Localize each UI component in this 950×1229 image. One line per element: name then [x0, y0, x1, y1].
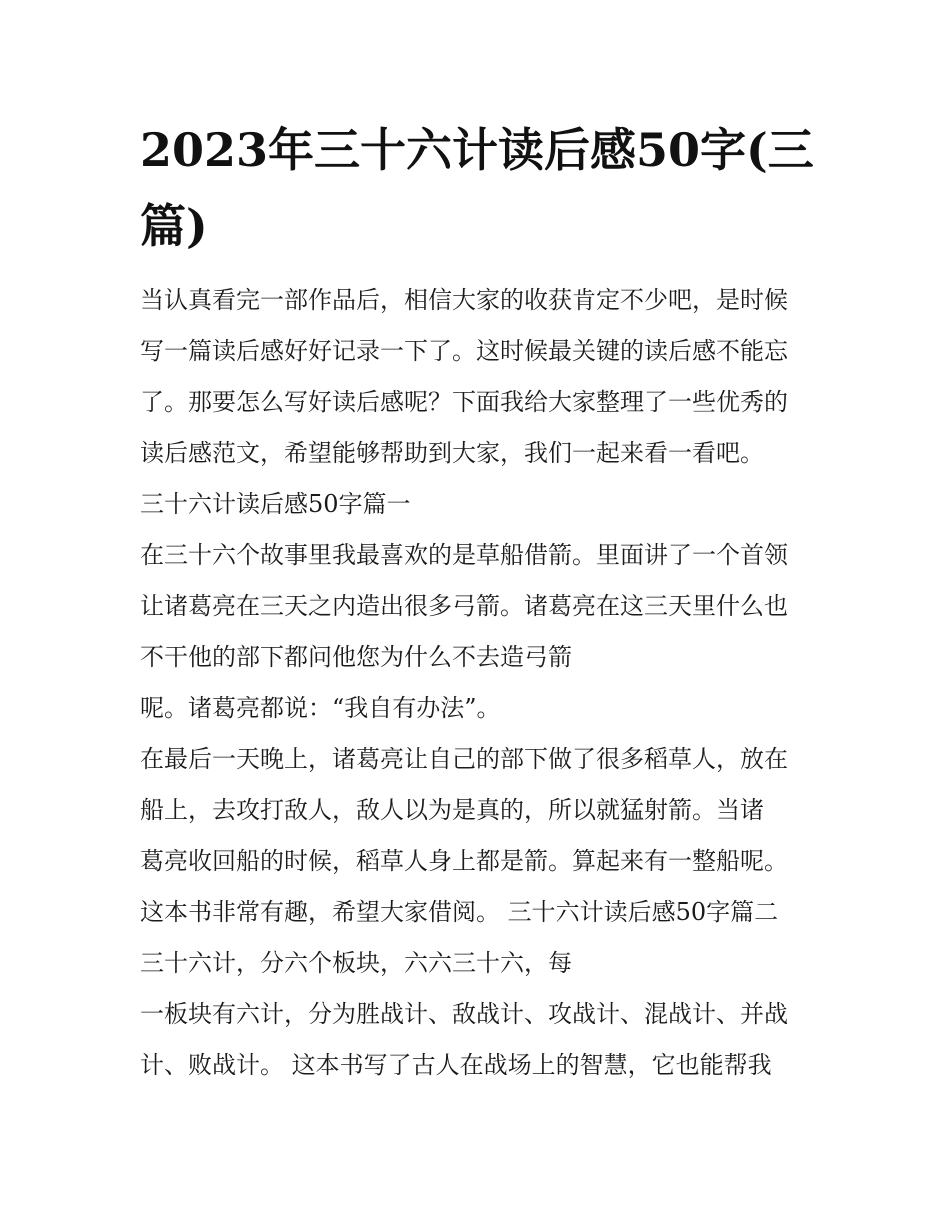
document-title: 2023年三十六计读后感50字(三篇): [140, 123, 814, 253]
text-line: 一板块有六计，分为胜战计、敌战计、攻战计、混战计、并战: [140, 1000, 788, 1028]
text-line: 呢。诸葛亮都说：“我自有办法”。: [140, 694, 501, 722]
text-line: 船上，去攻打敌人，敌人以为是真的，所以就猛射箭。当诸: [140, 796, 764, 824]
text-line: 在最后一天晚上，诸葛亮让自己的部下做了很多稻草人，放在: [140, 745, 788, 773]
text-line: 计、败战计。 这本书写了古人在战场上的智慧，它也能帮我: [140, 1051, 772, 1079]
text-line: 写一篇读后感好好记录一下了。这时候最关键的读后感不能忘: [140, 337, 788, 365]
text-line: 不干他的部下都问他您为什么不去造弓箭: [140, 643, 572, 671]
text-line: 葛亮收回船的时候，稻草人身上都是箭。算起来有一整船呢。: [140, 847, 788, 875]
text-line: 让诸葛亮在三天之内造出很多弓箭。诸葛亮在这三天里什么也: [140, 592, 788, 620]
text-line: 当认真看完一部作品后，相信大家的收获肯定不少吧，是时候: [140, 286, 788, 314]
text-line: 了。那要怎么写好读后感呢？下面我给大家整理了一些优秀的: [140, 388, 788, 416]
text-line: 在三十六个故事里我最喜欢的是草船借箭。里面讲了一个首领: [140, 541, 788, 569]
text-line: 这本书非常有趣，希望大家借阅。 三十六计读后感50字篇二: [140, 898, 779, 926]
text-line: 三十六计，分六个板块，六六三十六，每: [140, 949, 572, 977]
document-body: [140, 275, 830, 1091]
text-line: 读后感范文，希望能够帮助到大家，我们一起来看一看吧。: [140, 439, 764, 467]
section-heading-1: 三十六计读后感50字篇一: [140, 490, 411, 518]
